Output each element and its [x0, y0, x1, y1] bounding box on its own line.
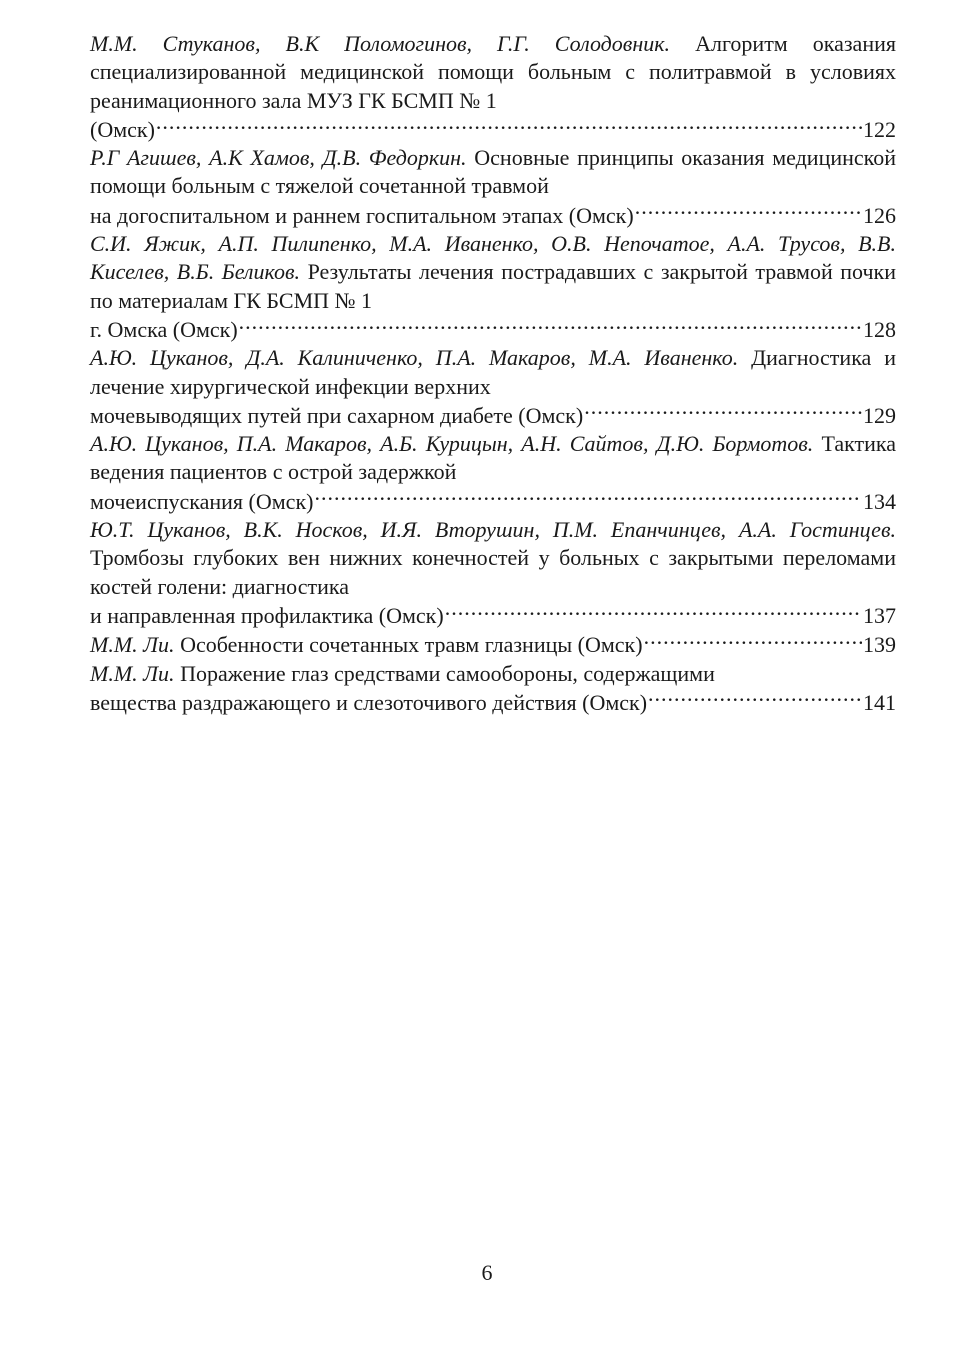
- toc-entry: [90, 516, 896, 630]
- toc-entry-last-line: [90, 201, 896, 230]
- toc-entry-page-number: 134: [863, 488, 896, 514]
- toc-entry-title-end: на догоспитальном и раннем госпитальном этапах (Омск): [90, 202, 634, 228]
- toc-entry: [90, 630, 896, 659]
- toc-entry: [90, 344, 896, 430]
- toc-entry-last-line: [90, 688, 896, 717]
- toc-entry-title-end: мочеиспускания (Омск): [90, 488, 314, 514]
- toc-entry-authors: А.Ю. Цуканов, Д.А. Калиниченко, П.А. Макаров, М.А. Иваненко.: [90, 345, 739, 371]
- toc-entry-last-line: [90, 601, 896, 630]
- toc-entry-title-end: и направленная профилактика (Омск): [90, 602, 444, 628]
- toc-entry-authors: С.И. Яжик, А.П. Пилипенко, М.А. Иваненко, О.В. Непочатое, А.А. Трусов, В.В. Киселев, В.Б. Беликов.: [90, 231, 896, 285]
- toc-entry-title: Поражение глаз средствами самообороны, содержащими: [174, 660, 715, 686]
- dot-leader: [445, 601, 862, 623]
- toc-entry-authors: Ю.Т. Цуканов, В.К. Носков, И.Я. Вторушин, П.М. Епанчинцев, А.А. Гостинцев.: [90, 517, 896, 543]
- toc-entry-page-number: 129: [863, 402, 896, 428]
- toc-entry-title: Тактика ведения пациентов с острой задержкой: [90, 431, 897, 485]
- dot-leader: [239, 315, 862, 337]
- toc-entry-page-number: 128: [863, 316, 896, 342]
- dot-leader: [156, 115, 862, 137]
- dot-leader: [635, 201, 862, 223]
- toc-entry-page-number: 139: [863, 632, 896, 658]
- toc-entry: [90, 660, 896, 718]
- toc-entry-last-line: [90, 630, 896, 659]
- toc-entry-title-end: вещества раздражающего и слезоточивого действия (Омск): [90, 689, 648, 715]
- toc-entry-page-number: 122: [863, 116, 896, 142]
- toc-entry-last-line: [90, 401, 896, 430]
- toc-entry-page-number: 126: [863, 202, 896, 228]
- toc-entry-title: Диагностика и лечение хирургической инфекции верхних: [90, 345, 896, 399]
- toc-entry: [90, 230, 896, 344]
- toc-entry: [90, 144, 896, 230]
- table-of-contents: [90, 30, 896, 717]
- toc-entry-authors: М.М. Стуканов, В.К Поломогинов, Г.Г. Солодовник.: [90, 31, 671, 56]
- toc-entry-last-line: [90, 115, 896, 144]
- toc-entry-page-number: 141: [863, 689, 896, 715]
- toc-entry-authors: М.М. Ли.: [90, 660, 175, 686]
- toc-entry: [90, 30, 896, 144]
- dot-leader: [314, 487, 862, 509]
- toc-entry: [90, 430, 896, 516]
- page-number: 6: [481, 1260, 493, 1285]
- dot-leader: [644, 630, 862, 652]
- toc-entry-title: Алгоритм оказания специализированной медицинской помощи больным с политравмой в условиях реанимационного зала МУЗ ГК БСМП № 1: [90, 31, 896, 113]
- dot-leader: [584, 401, 862, 423]
- toc-entry-authors: Р.Г Агишев, А.К Хамов, Д.В. Федоркин.: [90, 145, 467, 171]
- toc-entry-page-number: 137: [863, 602, 896, 628]
- toc-entry-authors: М.М. Ли.: [90, 632, 175, 658]
- toc-entry-title: Особенности сочетанных травм глазницы (Омск): [174, 632, 643, 658]
- toc-entry-title-end: мочевыводящих путей при сахарном диабете (Омск): [90, 402, 584, 428]
- toc-entry-authors: А.Ю. Цуканов, П.А. Макаров, А.Б. Курицын, А.Н. Сайтов, Д.Ю. Бормотов.: [90, 431, 814, 457]
- toc-entry-last-line: [90, 487, 896, 516]
- toc-entry-title: Результаты лечения пострадавших с закрытой травмой почки по материалам ГК БСМП № 1: [90, 259, 896, 313]
- toc-entry-title: Тромбозы глубоких вен нижних конечностей у больных с закрытыми переломами костей голени: диагностика: [90, 545, 896, 599]
- toc-entry-title: Основные принципы оказания медицинской помощи больным с тяжелой сочетанной травмой: [90, 145, 897, 199]
- toc-entry-last-line: [90, 315, 896, 344]
- toc-entry-title-end: г. Омска (Омск): [90, 316, 238, 342]
- toc-entry-title-end: (Омск): [90, 116, 155, 142]
- dot-leader: [648, 688, 862, 710]
